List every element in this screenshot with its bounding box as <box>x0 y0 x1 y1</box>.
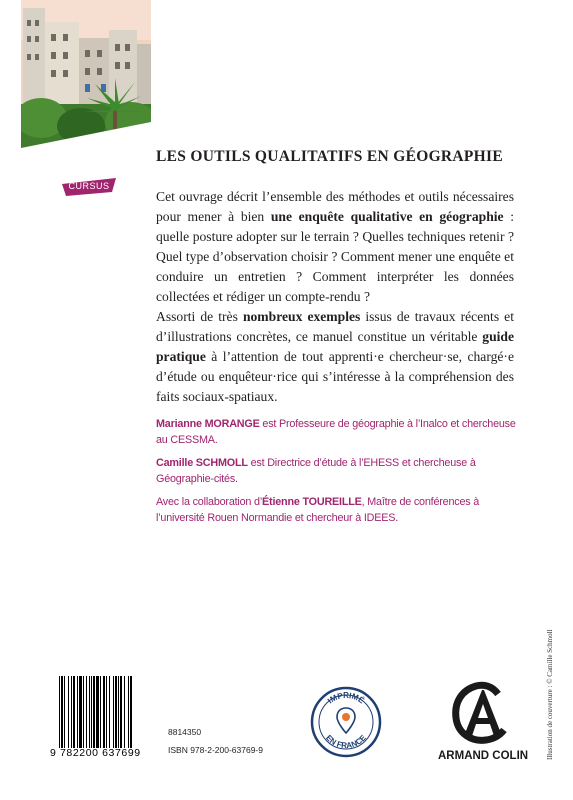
collection-badge: CURSUS <box>68 181 110 191</box>
imprime-badge-bottom: EN FRANCE <box>324 733 368 751</box>
armand-colin-logo <box>442 680 520 746</box>
svg-text:IMPRIMÉ <box>326 691 366 706</box>
svg-text:EN FRANCE <box>324 733 368 750</box>
author-bio-2: Camille SCHMOLL est Directrice d’étude à l’EHESS et chercheuse à Géographie-cités. <box>156 457 476 485</box>
imprime-en-france-badge <box>310 686 382 758</box>
description-highlight: nombreux exemples <box>242 309 361 324</box>
barcode <box>58 676 154 748</box>
author-bios <box>156 416 516 533</box>
book-title: LES OUTILS QUALITATIFS EN GÉOGRAPHIE <box>156 148 504 165</box>
book-description <box>156 187 514 407</box>
isbn: ISBN 978-2-200-63769-9 <box>168 745 263 755</box>
author-name: Camille SCHMOLL <box>156 457 248 469</box>
description-highlight: une enquête qualitative en géographie <box>270 209 504 224</box>
description-highlight: guide pratique <box>156 329 514 364</box>
author-bio-3: Avec la collaboration d’Étienne TOUREILLE, Maître de conférences à l’université Rouen Normandie et chercheur à IDEES. <box>156 496 480 524</box>
author-name: Étienne TOUREILLE <box>262 496 362 508</box>
barcode-digits: 9 782200 637699 <box>50 747 141 759</box>
publisher-name: ARMAND COLIN <box>438 750 529 762</box>
author-bio-1: Marianne MORANGE est Professeure de géographie à l’Inalco et chercheuse au CESSMA. <box>156 418 516 446</box>
cover-photo <box>21 0 151 180</box>
product-code: 8814350 <box>168 727 202 737</box>
description-paragraph-1: Cet ouvrage décrit l’ensemble des méthodes et outils nécessaires pour mener à bien une enquête qualitative en géographie : quelle posture adopter sur le terrain ? Quelles techniques retenir ? Quel type d’observation choisir ? Comment mener une enquête et conduire un entretien ? Comment interpréter les données collectées et rédiger un compte-rendu ? <box>156 189 514 304</box>
author-name: Marianne MORANGE <box>156 418 260 430</box>
description-paragraph-2: Assorti de très nombreux exemples issus de travaux récents et d’illustrations concrètes, ce manuel constitue un véritable guide pratique à l’attention de tout apprenti·e chercheur·se, chargé·e d’étude ou enquêteur·rice qui s’intéresse à la compréhension des faits sociaux-spatiaux. <box>156 309 514 404</box>
image-credit: Illustration de couverture : © Camille Schmoll <box>546 629 554 760</box>
imprime-badge-top: IMPRIMÉ <box>325 691 366 706</box>
